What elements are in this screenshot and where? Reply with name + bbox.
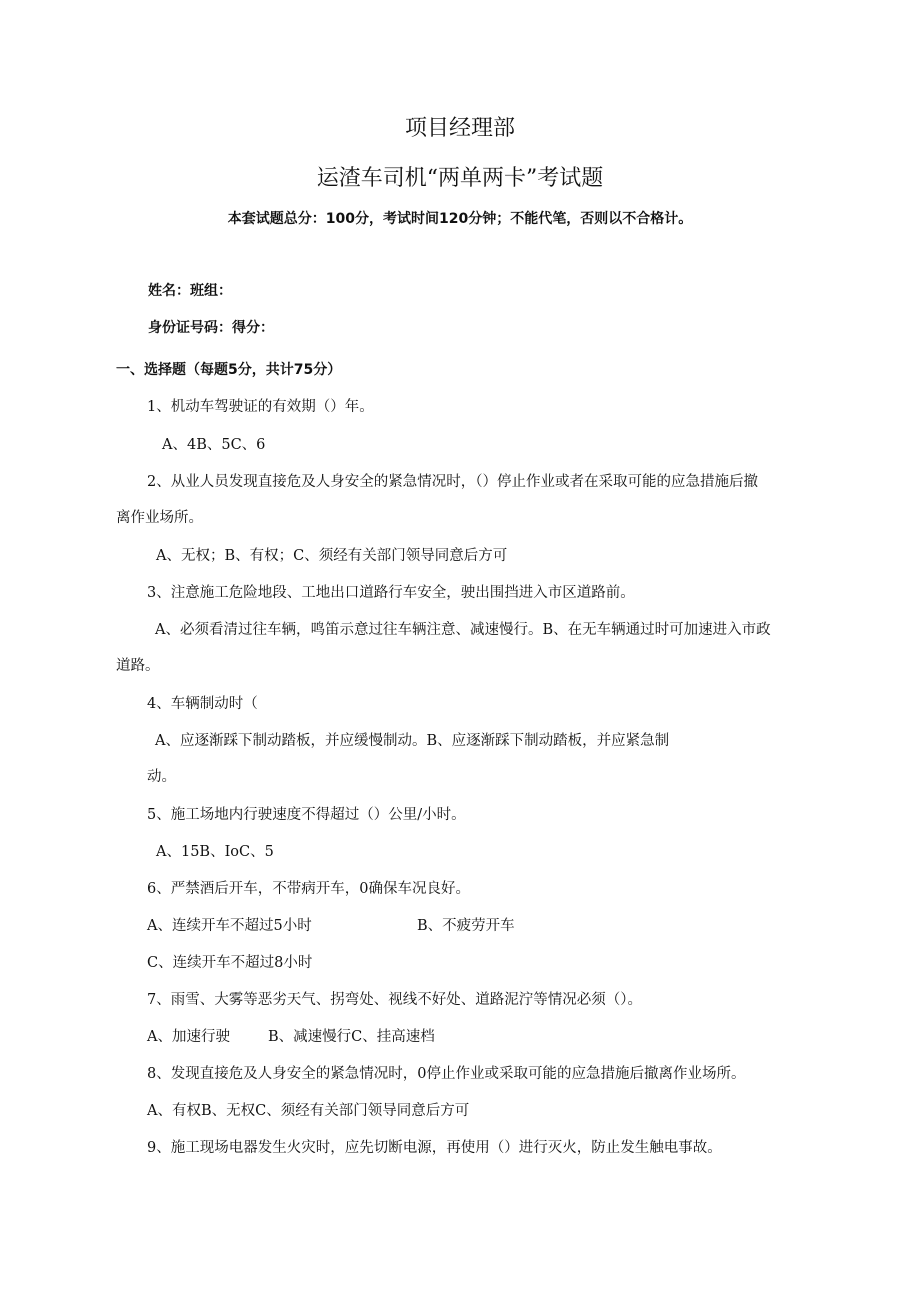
question-8-options: A、有权B、无权C、须经有关部门领导同意后方可 [147,1103,470,1119]
question-3: 3、注意施工危险地段、工地出口道路行车安全，驶出围挡进入市区道路前。 [147,585,635,601]
question-4-options-line-1: A、应逐渐踩下制动踏板，并应缓慢制动。B、应逐渐踩下制动踏板，并应紧急制 [155,733,670,749]
question-4-options-line-2: 动。 [147,769,176,785]
question-6: 6、严禁酒后开车，不带病开车，0确保车况良好。 [147,881,470,897]
question-1: 1、机动车驾驶证的有效期（）年。 [147,399,374,415]
question-7-option-a: A、加速行驶 [147,1029,230,1045]
question-2-line-2: 离作业场所。 [116,510,203,526]
question-6-option-c: C、连续开车不超过8小时 [147,955,313,971]
question-6-option-b: B、不疲劳开车 [417,918,515,934]
section-heading: 一、选择题（每题5分，共计75分） [116,362,342,378]
name-team-field: 姓名：班组： [148,283,232,299]
exam-title: 运渣车司机“两单两卡”考试题 [316,166,604,191]
exam-notice: 本套试题总分：100分，考试时间120分钟；不能代笔，否则以不合格计。 [227,211,693,227]
question-9: 9、施工现场电器发生火灾时，应先切断电源，再使用（）进行灭火，防止发生触电事故。 [147,1140,722,1156]
question-3-options-line-1: A、必须看清过往车辆，鸣笛示意过往车辆注意、减速慢行。B、在无车辆通过时可加速进入市政 [155,622,771,638]
question-5: 5、施工场地内行驶速度不得超过（）公里/小时。 [147,807,466,823]
question-7: 7、雨雪、大雾等恶劣天气、拐弯处、视线不好处、道路泥泞等情况必须（）。 [147,992,642,1008]
id-score-field: 身份证号码：得分： [148,320,274,336]
question-4: 4、车辆制动时（ [147,696,258,712]
question-1-options: A、4B、5C、6 [162,437,266,453]
question-7-option-bc: B、减速慢行C、挂高速档 [268,1029,435,1045]
question-2-line-1: 2、从业人员发现直接危及人身安全的紧急情况时，（）停止作业或者在采取可能的应急措施后撤 [147,474,758,490]
question-6-option-a: A、连续开车不超过5小时 [147,918,312,934]
question-8: 8、发现直接危及人身安全的紧急情况时，0停止作业或采取可能的应急措施后撤离作业场所。 [147,1066,746,1082]
question-3-options-line-2: 道路。 [116,658,160,674]
question-5-options: A、15B、IoC、5 [156,844,274,860]
org-title: 项目经理部 [404,116,515,141]
question-2-options: A、无权；B、有权；C、须经有关部门领导同意后方可 [156,548,508,564]
